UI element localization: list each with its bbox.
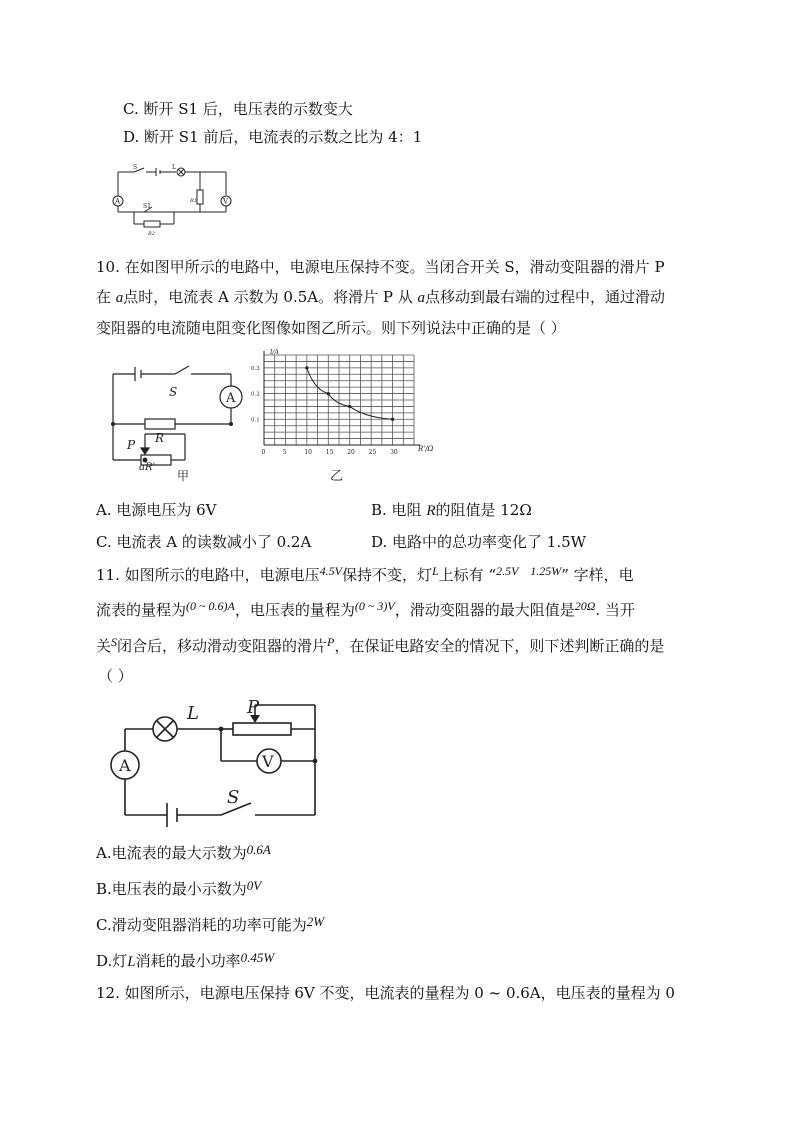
q11-option-b (96, 879, 261, 900)
q10-label-p: P (127, 438, 136, 452)
q11-text: 11. 如图所示的电路中，电源电压 (96, 566, 320, 584)
q11-label-l: L (187, 703, 199, 724)
q10-option-b-var: R (426, 503, 436, 519)
q10-option-a: A. 电源电压为 6V (96, 501, 217, 519)
q11-math: (0 ~ 0.6)A (186, 599, 235, 613)
q10-option-b-text: B. 电阻 (371, 501, 427, 519)
chart-x-axis-label: R'/Ω (418, 445, 434, 453)
q11-option-a (96, 843, 271, 864)
q11-stem-line2 (96, 600, 635, 621)
q11-option-d (96, 951, 274, 972)
q11-math: S (111, 635, 118, 649)
x-tick-label: 0 (261, 449, 266, 456)
q11-math: 2.5V 1.25W (496, 564, 562, 578)
q11-math: 2W (306, 914, 325, 929)
q11-option-text: B.电压表的最小示数为 (96, 880, 247, 898)
q10-label-s: S (169, 385, 178, 399)
q11-voltmeter-label: V (262, 752, 274, 771)
q11-stem-line1 (96, 565, 634, 586)
q10-circuit-diagram (105, 360, 245, 483)
q11-math: 0.45W (240, 950, 275, 965)
q9-option-d: D. 断开 S1 前后，电流表的示数之比为 4：1 (123, 128, 423, 146)
q11-stem-line4: （ ） (98, 667, 133, 685)
q12-stem-line1: 12. 如图所示，电源电压保持 6V 不变，电流表的量程为 0 ~ 0.6A，电压表的量程为 0 (96, 984, 675, 1002)
x-tick-label: 15 (325, 449, 334, 456)
q10-ammeter-label: A (226, 391, 236, 406)
q11-text: ，滑动变阻器的最大阻值是 (394, 601, 575, 619)
q11-math: 20Ω (574, 599, 596, 613)
q11-label-s: S (227, 787, 240, 808)
x-tick-label: 10 (304, 449, 312, 456)
q10-stem-text: 点时，电流表 A 示数为 0.5A。将滑片 P 从 (123, 288, 418, 306)
q10-label-ar: aR' (139, 462, 156, 473)
q11-text: 保持不变，灯 (341, 566, 432, 584)
q10-option-d: D. 电路中的总功率变化了 1.5W (371, 533, 587, 551)
q11-text: 闭合后，移动滑动变阻器的滑片 (117, 637, 328, 655)
q11-math: L (127, 954, 136, 970)
x-tick-label: 30 (390, 449, 398, 456)
q10-label-r: R (155, 431, 165, 445)
y-tick-label: 0.3 (251, 365, 260, 372)
q11-math: L (431, 564, 439, 578)
y-tick-label: 0.2 (251, 391, 260, 398)
q10-option-b-text: 的阻值是 12Ω (435, 501, 532, 519)
q10-stem-text: 点移动到最右端的过程中，通过滑动 (425, 288, 666, 306)
q10-stem-line1: 10. 在如图甲所示的电路中，电源电压保持不变。当闭合开关 S，滑动变阻器的滑片 P (96, 258, 665, 276)
q11-text: ，在保证电路安全的情况下，则下述判断正确的是 (334, 637, 665, 655)
chart-title: 乙 (330, 469, 344, 484)
q11-math: (0 ~ 3)V (354, 599, 395, 613)
q10-stem-text: 在 (96, 288, 116, 306)
q11-text: 上标有 “ (438, 566, 497, 584)
x-tick-label: 25 (368, 449, 377, 456)
x-tick-label: 5 (282, 449, 287, 456)
q11-ammeter-label: A (119, 756, 131, 775)
q10-point-a: a (417, 290, 426, 306)
q11-option-text: A.电流表的最大示数为 (96, 844, 247, 862)
q11-text: ，电压表的量程为 (234, 601, 355, 619)
q10-option-b (371, 500, 532, 521)
q9-label-l: L (172, 164, 176, 171)
q11-text: 关 (96, 637, 112, 655)
q11-math: 0V (246, 878, 262, 893)
q11-option-text: D.灯 (96, 952, 128, 970)
q11-math: P (327, 635, 335, 649)
q11-text: 流表的量程为 (96, 601, 187, 619)
q9-circuit-diagram (108, 160, 238, 240)
y-tick-label: 0.1 (251, 417, 260, 424)
q10-stem-line2 (96, 287, 665, 308)
q11-label-p: P (247, 697, 260, 718)
q9-label-s: S (133, 164, 138, 171)
x-tick-label: 20 (347, 449, 355, 456)
q9-option-c: C. 断开 S1 后，电压表的示数变大 (123, 100, 353, 118)
q11-option-c (96, 915, 324, 936)
q9-label-s1: S1 (143, 203, 151, 210)
q11-math: 0.6A (246, 842, 271, 857)
q11-stem-line3 (96, 636, 664, 657)
q10-stem-line3: 变阻器的电流随电阻变化图像如图乙所示。则下列说法中正确的是（ ） (96, 319, 566, 337)
q10-point-a: a (115, 290, 124, 306)
q9-ammeter-label: A (115, 197, 121, 206)
data-point (391, 418, 394, 421)
q11-text: . 当开 (595, 601, 635, 619)
q9-voltmeter-label: V (223, 197, 229, 206)
q10-option-c: C. 电流表 A 的读数减小了 0.2A (96, 533, 312, 551)
data-point (327, 392, 330, 395)
q10-graph (250, 345, 450, 490)
q11-option-text: C.滑动变阻器消耗的功率可能为 (96, 916, 307, 934)
q11-math: 4.5V (319, 564, 342, 578)
q10-caption-jia: 甲 (177, 469, 190, 483)
q11-option-text: 消耗的最小功率 (135, 952, 241, 970)
q9-label-r2: R2 (148, 231, 155, 237)
q11-text: ” 字样，电 (561, 566, 634, 584)
q9-label-r1: R1 (190, 198, 197, 204)
data-point (305, 366, 308, 369)
data-point (348, 405, 351, 408)
q11-circuit-diagram (105, 695, 335, 830)
chart-y-axis-label: I/A (270, 349, 279, 356)
